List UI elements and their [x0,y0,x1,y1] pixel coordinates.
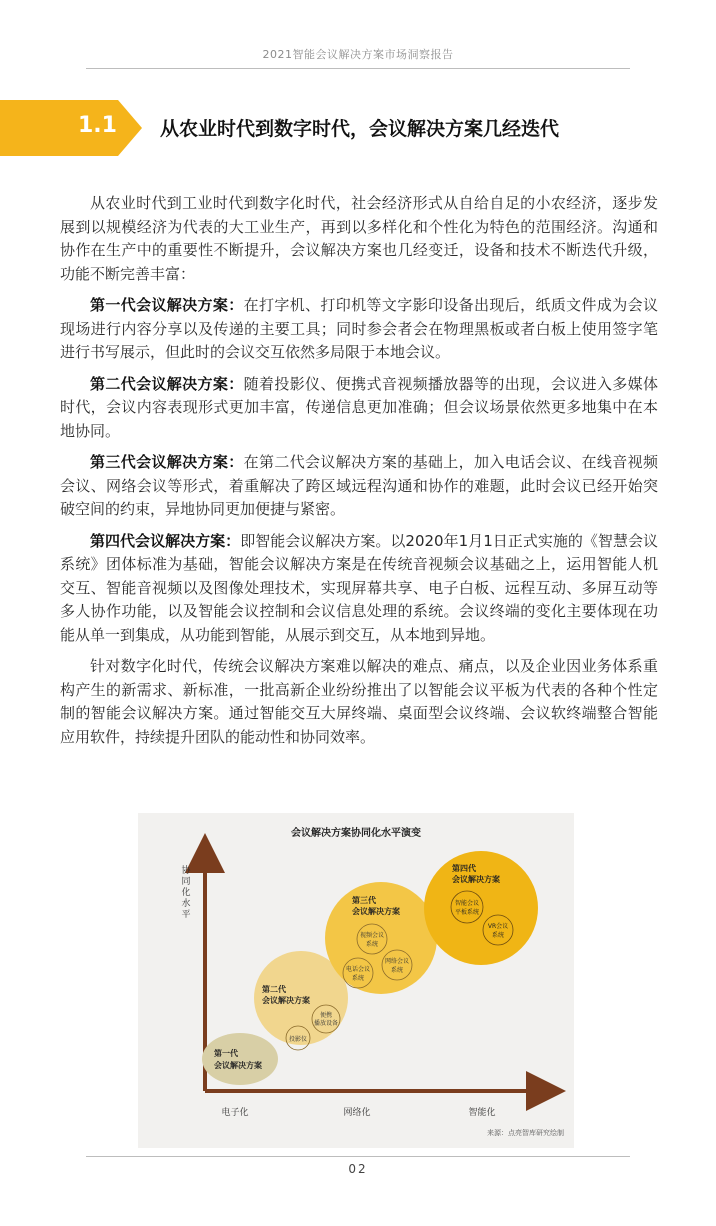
gen4-panel-label-2: 平板系统 [454,909,480,916]
gen3-web-label-2: 系统 [390,967,404,974]
paragraph-gen3 [60,451,658,522]
gen2-player-label-1: 便携 [319,1012,333,1019]
intro-text: 从农业时代到工业时代到数字化时代，社会经济形式从自给自足的小农经济，逐步发展到以规模经济为代表的大工业生产，再到以多样化和个性化为特色的范围经济。沟通和协作在生产中的重要性不断提升，会议解决方案也几经变迁，设备和技术不断迭代升级，功能不断完善丰富： [60,194,658,283]
y-axis-label-1: 协 [181,866,191,876]
gen1-label-line1: 第一代 [214,1049,238,1058]
gen2-label-line1: 第二代 [262,985,286,994]
footer-divider [86,1156,630,1157]
gen4-vr-label-2: 系统 [491,932,505,939]
gen2-text: 随着投影仪、便携式音视频播放器等的出现，会议进入多媒体时代，会议内容表现形式更加丰富，传递信息更加准确；但会议场景依然更多地集中在本地协同。 [60,374,658,440]
header-divider [86,68,630,69]
gen4-label-line2: 会议解决方案 [452,875,500,884]
figure-evolution [138,813,574,1148]
section-title: 从农业时代到数字时代，会议解决方案几经迭代 [160,118,560,140]
paragraph-gen2 [60,373,658,444]
gen3-phone-label-1: 电话会议 [345,966,371,973]
gen3-video-label-1: 视频会议 [359,932,385,939]
gen2-projector-label: 投影仪 [288,1036,308,1043]
gen3-label-line1: 第三代 [352,896,376,905]
gen4-label: 第四代会议解决方案： [90,531,241,550]
y-axis-label-2: 同 [181,877,191,887]
gen3-web-label-1: 网络会议 [384,958,410,965]
gen1-label: 第一代会议解决方案： [90,296,244,314]
gen2-label: 第二代会议解决方案： [90,374,244,393]
y-axis-label-5: 平 [181,910,191,920]
section-badge [0,100,142,156]
gen4-vr-label-1: VR会议 [487,923,509,930]
figure-source: 来源：点亮智库研究绘制 [487,1129,564,1137]
body-text [60,192,658,757]
gen3-label: 第三代会议解决方案： [90,453,244,471]
gen4-text: 即智能会议解决方案。以2020年1月1日正式实施的《智慧会议系统》团体标准为基础，智能会议解决方案是在传统音视频会议基础之上，运用智能人机交互、智能音视频以及图像处理技术，实现屏幕共享、电子白板、远程互动、多屏互动等多人协作功能，以及智能会议控制和会议信息处理的系统。会议终端的变化主要体现在功能从单一到集成，从功能到智能，从展示到交互，从本地到异地。 [60,531,658,644]
gen1-label-line2: 会议解决方案 [214,1061,262,1070]
x-tick-electronic: 电子化 [221,1108,249,1118]
x-tick-intelligent: 智能化 [468,1108,496,1118]
gen3-text: 在第二代会议解决方案的基础上，加入电话会议、在线音视频会议、网络会议等形式，着重解决了跨区域远程沟通和协作的难题，此时会议已经开始突破空间的约束，异地协同更加便捷与紧密。 [60,453,658,518]
gen1-bubble [202,1033,278,1085]
report-header-title: 2021智能会议解决方案市场洞察报告 [262,48,454,61]
gen4-bubble [424,851,538,965]
gen3-label-line2: 会议解决方案 [352,907,400,916]
gen3-phone-label-2: 系统 [351,975,365,982]
paragraph-closing [60,655,658,749]
gen1-text: 在打字机、打印机等文字影印设备出现后，纸质文件成为会议现场进行内容分享以及传递的主要工具；同时参会者会在物理黑板或者白板上使用签字笔进行书写展示，但此时的会议交互依然多局限于本地会议。 [60,296,658,361]
paragraph-intro [60,192,658,286]
page-number: 02 [348,1162,368,1176]
y-axis-label-3: 化 [181,888,191,898]
evolution-diagram [138,813,574,1148]
y-axis-label-4: 水 [181,899,191,909]
gen2-label-line2: 会议解决方案 [262,996,310,1005]
gen4-label-line1: 第四代 [452,864,476,873]
gen3-video-label-2: 系统 [365,941,379,948]
gen2-player-label-2: 播放设备 [313,1020,339,1027]
figure-title: 会议解决方案协同化水平演变 [291,828,421,839]
x-tick-network: 网络化 [343,1108,371,1118]
gen4-panel-label-1: 智能会议 [454,900,480,907]
paragraph-gen4 [60,530,658,648]
section-number: 1.1 [78,113,117,138]
closing-text: 针对数字化时代，传统会议解决方案难以解决的难点、痛点，以及企业因业务体系重构产生的新需求、新标准，一批高新企业纷纷推出了以智能会议平板为代表的各种个性定制的智能会议解决方案。通过智能交互大屏终端、桌面型会议终端、会议软终端整合智能应用软件，持续提升团队的能动性和协同效率。 [60,657,658,746]
paragraph-gen1 [60,294,658,365]
